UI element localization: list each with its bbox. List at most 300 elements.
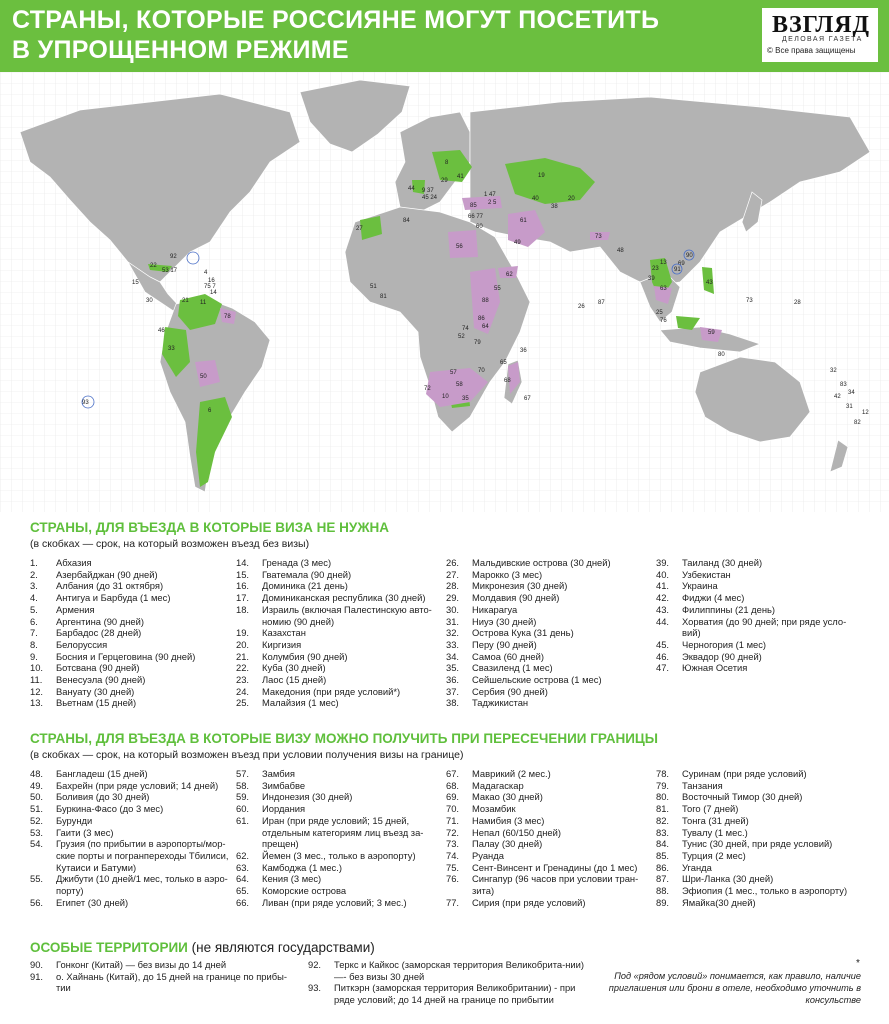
list-column <box>656 768 861 908</box>
list-column <box>446 768 651 908</box>
map-label: 51 <box>370 284 377 290</box>
map-label: 8 <box>445 160 449 166</box>
item-text: Албания (до 31 октября) <box>56 580 164 592</box>
item-text: Доминика (21 день) <box>262 580 348 592</box>
list-item <box>446 662 651 674</box>
item-text: Макао (30 дней) <box>472 791 543 803</box>
list-item <box>236 569 441 581</box>
map-label: 82 <box>854 420 861 426</box>
list-item <box>236 604 441 627</box>
map-label: 11 <box>200 300 207 306</box>
item-number: 72. <box>446 826 460 838</box>
map-label: 83 <box>840 382 847 388</box>
list-item <box>30 780 230 792</box>
page-title-line2: В УПРОЩЕННОМ РЕЖИМЕ <box>12 36 349 64</box>
list-item <box>236 897 441 909</box>
list-item <box>308 982 598 1005</box>
list-item <box>30 838 230 873</box>
item-text: Буркина-Фасо (до 3 мес) <box>56 803 164 815</box>
item-number: 56. <box>30 896 44 908</box>
item-number: 31. <box>446 615 460 627</box>
list-item <box>656 780 861 792</box>
item-text: Македония (при ряде условий*) <box>262 685 401 697</box>
item-number: 14. <box>236 557 250 568</box>
item-number: 32. <box>446 627 460 639</box>
item-number: 85. <box>656 849 670 861</box>
list-item <box>446 897 651 909</box>
map-label: 16 <box>208 278 215 284</box>
item-text: Абхазия <box>56 557 92 568</box>
map-label: 34 <box>848 390 855 396</box>
item-text: Мальдивские острова (30 дней) <box>472 557 611 568</box>
publisher-logo <box>762 8 878 62</box>
list-item <box>30 686 230 698</box>
item-text: Антигуа и Барбуда (1 мес) <box>56 592 171 604</box>
item-number: 28. <box>446 580 460 592</box>
item-number: 18. <box>236 603 250 615</box>
map-label: 12 <box>862 410 869 416</box>
item-number: 89. <box>656 896 670 908</box>
map-label: 57 <box>450 370 457 376</box>
map-label: 49 <box>514 240 521 246</box>
map-label: 26 <box>578 304 585 310</box>
list-item <box>446 803 651 815</box>
item-number: 12. <box>30 685 44 697</box>
map-label: 38 <box>551 204 558 210</box>
map-label: 88 <box>482 298 489 304</box>
map-label: 6 <box>208 408 212 414</box>
world-map <box>0 72 889 512</box>
item-text: Ямайка(30 дней) <box>682 896 756 908</box>
item-text: Турция (2 мес) <box>682 849 746 861</box>
list-item <box>656 604 861 616</box>
item-number: 59. <box>236 791 250 803</box>
item-text: Камбоджа (1 мес.) <box>262 861 342 873</box>
map-label: 55 <box>494 286 501 292</box>
item-number: 75. <box>446 861 460 873</box>
list-item <box>236 592 441 604</box>
list-item <box>446 639 651 651</box>
item-number: 78. <box>656 768 670 779</box>
list-item <box>236 815 441 850</box>
item-number: 41. <box>656 580 670 592</box>
item-number: 1. <box>30 557 38 568</box>
map-label: 22 <box>150 263 157 269</box>
item-number: 71. <box>446 814 460 826</box>
item-text: Босния и Герцеговина (90 дней) <box>56 650 196 662</box>
list-item <box>656 815 861 827</box>
list-item <box>446 815 651 827</box>
item-text: Индонезия (30 дней) <box>262 791 353 803</box>
item-text: Гренада (3 мес) <box>262 557 332 568</box>
item-number: 66. <box>236 896 250 908</box>
map-label: 4 <box>204 270 208 276</box>
map-label: 68 <box>504 378 511 384</box>
item-text: Аргентина (90 дней) <box>56 615 144 627</box>
item-text: Теркс и Кайкос (заморская территория Великобрита-нии) —- без визы 30 дней <box>334 959 584 982</box>
list-item <box>656 651 861 663</box>
map-label: 41 <box>457 174 464 180</box>
item-number: 26. <box>446 557 460 568</box>
map-label: 19 <box>538 173 545 179</box>
list-item <box>656 885 861 897</box>
map-label: 63 <box>660 286 667 292</box>
item-number: 2. <box>30 568 38 580</box>
list-item <box>236 791 441 803</box>
item-text: Самоа (60 дней) <box>472 650 544 662</box>
item-number: 88. <box>656 885 670 897</box>
item-text: Острова Кука (31 день) <box>472 627 574 639</box>
list-item <box>446 686 651 698</box>
map-label: 14 <box>210 290 217 296</box>
list-item <box>30 827 230 839</box>
footnote-text: Под «рядом условий» понимается, как правило, наличие приглашения или брони в отеле, необходимо уточнить в консульстве <box>608 971 861 1005</box>
item-number: 82. <box>656 814 670 826</box>
item-number: 30. <box>446 603 460 615</box>
map-label: 36 <box>520 348 527 354</box>
item-text: Вьетнам (15 дней) <box>56 697 137 709</box>
item-text: Йемен (3 мес., только в аэропорту) <box>262 849 416 861</box>
section-on-arrival-title: СТРАНЫ, ДЛЯ ВЪЕЗДА В КОТОРЫЕ ВИЗУ МОЖНО ПОЛУЧИТЬ ПРИ ПЕРЕСЕЧЕНИИ ГРАНИЦЫ <box>30 731 658 746</box>
item-number: 55. <box>30 873 44 885</box>
item-number: 91. <box>30 970 44 982</box>
item-number: 29. <box>446 592 460 604</box>
map-label: 86 <box>478 316 485 322</box>
list-item <box>30 674 230 686</box>
item-text: Тонга (31 дней) <box>682 814 749 826</box>
item-text: Белоруссия <box>56 638 108 650</box>
map-label: 23 <box>652 266 659 272</box>
item-text: Зимбабве <box>262 779 306 791</box>
item-number: 35. <box>446 662 460 674</box>
item-number: 92. <box>308 959 322 970</box>
list-item <box>446 873 651 896</box>
item-number: 61. <box>236 814 250 826</box>
list-item <box>446 827 651 839</box>
list-item <box>30 557 230 569</box>
logo-subtitle: ДЕЛОВАЯ ГАЗЕТА <box>782 36 863 43</box>
map-label: 92 <box>170 254 177 260</box>
item-text: Сирия (при ряде условий) <box>472 896 586 908</box>
map-label: 32 <box>830 368 837 374</box>
item-text: Египет (30 дней) <box>56 896 129 908</box>
item-text: Ниуэ (30 дней) <box>472 615 537 627</box>
item-number: 86. <box>656 861 670 873</box>
item-number: 11. <box>30 674 43 686</box>
item-number: 73. <box>446 838 460 850</box>
item-number: 47. <box>656 662 670 674</box>
list-item <box>236 697 441 709</box>
item-text: Киргизия <box>262 638 302 650</box>
item-number: 8. <box>30 638 38 650</box>
list-item <box>236 557 441 569</box>
item-text: Танзания <box>682 779 723 791</box>
map-label: 58 <box>456 382 463 388</box>
item-number: 15. <box>236 568 250 580</box>
map-label: 62 <box>506 272 513 278</box>
item-text: Перу (90 дней) <box>472 638 537 650</box>
list-item <box>656 803 861 815</box>
item-number: 67. <box>446 768 460 779</box>
list-item <box>656 873 861 885</box>
map-label: 31 <box>846 404 853 410</box>
list-item <box>656 616 861 639</box>
item-text: Доминиканская республика (30 дней) <box>262 592 426 604</box>
item-text: Бахрейн (при ряде условий; 14 дней) <box>56 779 219 791</box>
map-label: 52 <box>458 334 465 340</box>
item-text: Микронезия (30 дней) <box>472 580 568 592</box>
item-number: 45. <box>656 638 670 650</box>
item-text: Бурунди <box>56 814 93 826</box>
list-item <box>446 604 651 616</box>
map-label: 76 <box>660 318 667 324</box>
map-label: 2 5 <box>488 200 497 206</box>
item-number: 49. <box>30 779 44 791</box>
list-item <box>656 838 861 850</box>
list-item <box>446 580 651 592</box>
map-label: 29 <box>441 178 448 184</box>
item-number: 57. <box>236 768 250 779</box>
item-number: 42. <box>656 592 670 604</box>
list-item <box>30 768 230 780</box>
list-item <box>446 768 651 780</box>
item-number: 69. <box>446 791 460 803</box>
map-label: 15 <box>132 280 139 286</box>
item-number: 4. <box>30 592 38 604</box>
section-visa-free-subtitle: (в скобках — срок, на который возможен въезд без визы) <box>30 538 310 550</box>
list-item <box>30 873 230 896</box>
list-item <box>446 627 651 639</box>
map-label: 74 <box>462 326 469 332</box>
map-label: 69 <box>678 261 685 267</box>
map-label: 79 <box>474 340 481 346</box>
list-item <box>30 697 230 709</box>
item-text: Иран (при ряде условий; 15 дней, отдельным категориям лиц въезд за-прещен) <box>262 814 424 850</box>
item-text: Боливия (до 30 дней) <box>56 791 150 803</box>
map-label: 13 <box>660 260 667 266</box>
map-label: 39 <box>648 276 655 282</box>
special-title-main: ОСОБЫЕ ТЕРРИТОРИИ <box>30 940 188 955</box>
item-number: 34. <box>446 650 460 662</box>
item-text: Замбия <box>262 768 295 779</box>
item-text: Лаос (15 дней) <box>262 674 327 686</box>
list-item <box>446 780 651 792</box>
list-item <box>656 897 861 909</box>
item-number: 19. <box>236 627 250 639</box>
map-label: 21 <box>182 298 189 304</box>
map-label: 33 <box>168 346 175 352</box>
list-item <box>236 850 441 862</box>
item-text: Тувалу (1 мес.) <box>682 826 748 838</box>
map-label: 78 <box>224 314 231 320</box>
list-item <box>236 780 441 792</box>
map-label: 1 47 <box>484 192 496 198</box>
map-label: 35 <box>462 396 469 402</box>
item-number: 60. <box>236 803 250 815</box>
list-item <box>446 850 651 862</box>
item-text: Непал (60/150 дней) <box>472 826 561 838</box>
map-label: 28 <box>794 300 801 306</box>
list-item <box>446 569 651 581</box>
list-item <box>30 803 230 815</box>
item-text: Молдавия (90 дней) <box>472 592 560 604</box>
list-item <box>236 862 441 874</box>
logo-name: ВЗГЛЯД <box>772 12 871 38</box>
list-item <box>308 959 598 982</box>
section-special-title <box>30 940 375 955</box>
item-text: Маврикий (2 мес.) <box>472 768 551 779</box>
list-column <box>30 557 230 709</box>
map-label: 40 <box>532 196 539 202</box>
list-item <box>656 862 861 874</box>
map-label: 56 <box>456 244 463 250</box>
list-item <box>656 662 861 674</box>
item-number: 3. <box>30 580 38 592</box>
item-text: Казахстан <box>262 627 306 639</box>
item-text: Кения (3 мес) <box>262 873 322 885</box>
item-text: Ботсвана (90 дней) <box>56 662 140 674</box>
section-visa-free-title: СТРАНЫ, ДЛЯ ВЪЕЗДА В КОТОРЫЕ ВИЗА НЕ НУЖНА <box>30 520 390 535</box>
map-label: 73 <box>595 234 602 240</box>
map-label: 48 <box>617 248 624 254</box>
item-number: 25. <box>236 697 250 709</box>
map-label: 61 <box>520 218 527 224</box>
item-number: 20. <box>236 638 250 650</box>
item-text: Украина <box>682 580 718 592</box>
item-text: Восточный Тимор (30 дней) <box>682 791 803 803</box>
list-item <box>30 662 230 674</box>
item-text: Палау (30 дней) <box>472 838 543 850</box>
item-number: 10. <box>30 662 44 674</box>
map-label: 93 <box>82 400 89 406</box>
list-item <box>656 580 861 592</box>
item-number: 77. <box>446 896 460 908</box>
list-item <box>446 838 651 850</box>
item-text: Гватемала (90 дней) <box>262 568 352 580</box>
item-number: 65. <box>236 885 250 897</box>
item-text: Руанда <box>472 849 504 861</box>
list-item <box>30 627 230 639</box>
item-number: 52. <box>30 814 44 826</box>
item-number: 44. <box>656 615 670 627</box>
item-text: Барбадос (28 дней) <box>56 627 142 639</box>
list-item <box>446 616 651 628</box>
list-item <box>656 569 861 581</box>
map-label: 59 <box>708 330 715 336</box>
item-number: 93. <box>308 982 322 994</box>
item-text: Мозамбик <box>472 803 516 815</box>
list-item <box>236 885 441 897</box>
map-label: 45 24 <box>422 195 438 201</box>
item-number: 51. <box>30 803 44 815</box>
item-number: 80. <box>656 791 670 803</box>
section-on-arrival-subtitle: (в скобках — срок, на который возможен въезд при условии получения визы на границе) <box>30 749 464 761</box>
list-item <box>236 627 441 639</box>
item-text: Питкэрн (заморская территория Великобритании) - при ряде условий; до 14 дней на границе по прибытии <box>334 982 576 1006</box>
list-item <box>30 639 230 651</box>
item-text: Сейшельские острова (1 мес) <box>472 674 602 686</box>
map-label: 20 <box>568 196 575 202</box>
item-number: 74. <box>446 849 460 861</box>
item-number: 76. <box>446 873 460 885</box>
list-item <box>656 592 861 604</box>
item-text: Сент-Винсент и Гренадины (до 1 мес) <box>472 861 638 873</box>
item-number: 50. <box>30 791 44 803</box>
list-item <box>30 791 230 803</box>
item-text: Гаити (3 мес) <box>56 826 114 838</box>
item-text: о. Хайнань (Китай), до 15 дней на границе по прибы-тии <box>56 970 287 994</box>
item-number: 22. <box>236 662 250 674</box>
item-number: 90. <box>30 959 44 970</box>
list-column <box>656 557 861 674</box>
item-number: 63. <box>236 861 250 873</box>
list-item <box>236 580 441 592</box>
item-number: 24. <box>236 685 250 697</box>
item-number: 36. <box>446 674 460 686</box>
item-number: 54. <box>30 838 44 850</box>
list-item <box>656 639 861 651</box>
egypt-shape <box>448 230 478 258</box>
item-number: 43. <box>656 603 670 615</box>
list-item <box>446 592 651 604</box>
map-label: 81 <box>380 294 387 300</box>
map-label: 73 <box>746 298 753 304</box>
map-label: 42 <box>834 394 841 400</box>
map-label: 84 <box>403 218 410 224</box>
item-number: 33. <box>446 638 460 650</box>
item-number: 46. <box>656 650 670 662</box>
map-label: 65 <box>500 360 507 366</box>
item-number: 27. <box>446 568 460 580</box>
item-text: Фиджи (4 мес) <box>682 592 745 604</box>
map-label: 43 <box>706 280 713 286</box>
list-item <box>30 815 230 827</box>
list-item <box>656 791 861 803</box>
list-item <box>446 862 651 874</box>
item-number: 17. <box>236 592 250 604</box>
page-title-line1: СТРАНЫ, КОТОРЫЕ РОССИЯНЕ МОГУТ ПОСЕТИТЬ <box>12 6 660 34</box>
list-item <box>30 651 230 663</box>
item-number: 79. <box>656 779 670 791</box>
item-number: 84. <box>656 838 670 850</box>
item-number: 81. <box>656 803 670 815</box>
list-item <box>236 873 441 885</box>
list-column <box>236 768 441 908</box>
item-text: Узбекистан <box>682 568 731 580</box>
item-text: Таиланд (30 дней) <box>682 557 763 568</box>
list-item <box>656 850 861 862</box>
item-text: Бангладеш (15 дней) <box>56 768 148 779</box>
map-label: 75 7 <box>204 284 216 290</box>
item-text: Свазиленд (1 мес) <box>472 662 553 674</box>
item-text: Армения <box>56 603 95 615</box>
map-label: 90 <box>686 253 693 259</box>
item-text: Ливан (при ряде условий; 3 мес.) <box>262 896 407 908</box>
copyright-note: © Все права защищены <box>767 46 856 55</box>
item-text: Малайзия (1 мес) <box>262 697 339 709</box>
item-text: Шри-Ланка (30 дней) <box>682 873 774 885</box>
map-label: 25 <box>656 310 663 316</box>
item-text: Таджикистан <box>472 697 529 709</box>
item-number: 16. <box>236 580 250 592</box>
item-number: 39. <box>656 557 670 568</box>
special-title-note: (не являются государствами) <box>191 940 375 955</box>
item-number: 64. <box>236 873 250 885</box>
item-number: 7. <box>30 627 38 639</box>
list-column <box>446 557 651 709</box>
list-item <box>30 604 230 616</box>
item-text: Венесуэла (90 дней) <box>56 674 146 686</box>
